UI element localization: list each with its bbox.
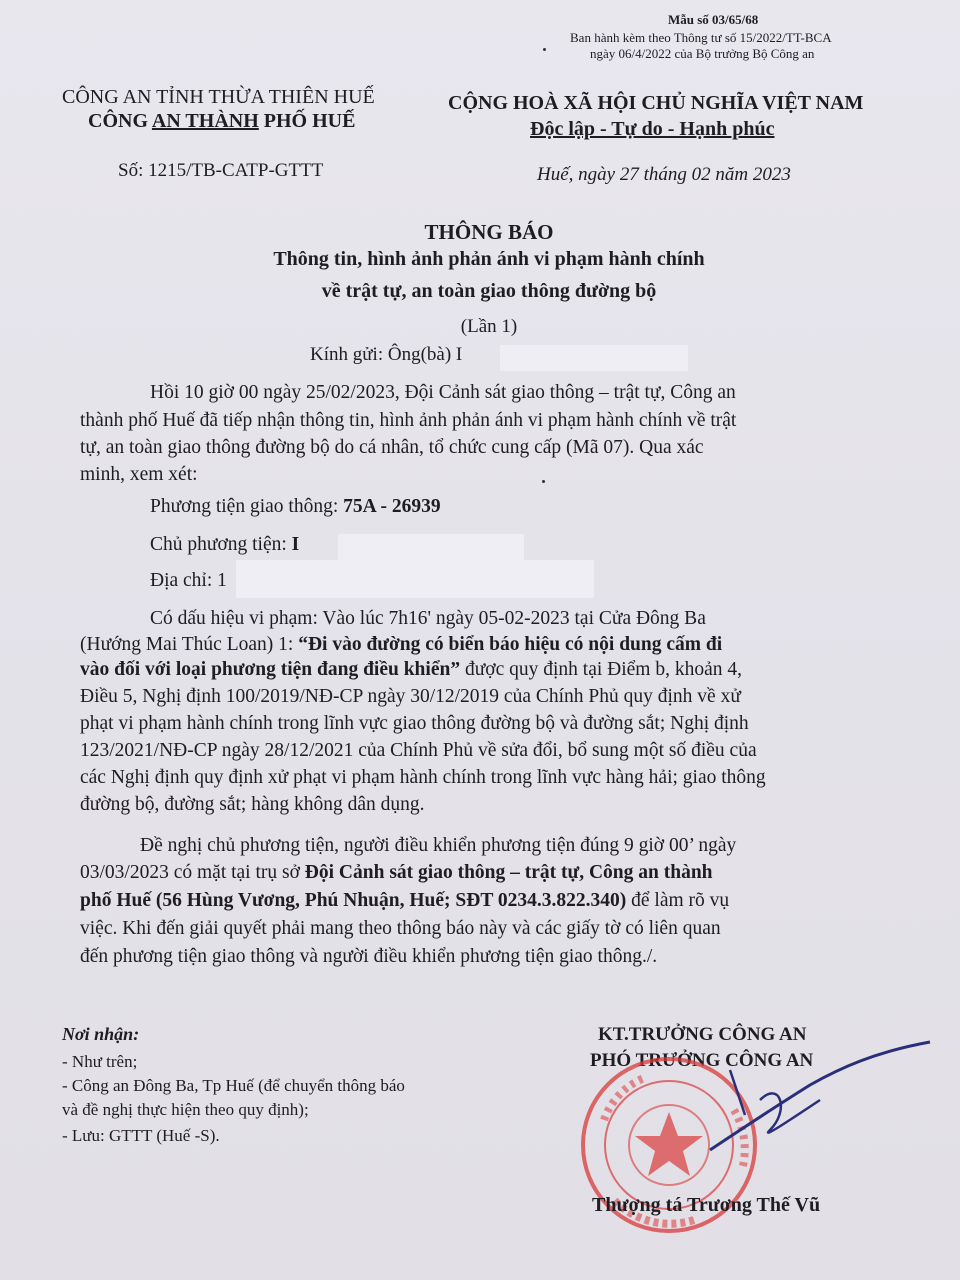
signer-name: Thượng tá Trương Thế Vũ — [592, 1194, 821, 1216]
org-part-3: PHỐ HUẾ — [258, 110, 356, 132]
violation-quote-1: “Đi vào đường có biển báo hiệu có nội dung cấm đi — [298, 634, 723, 655]
handwritten-signature — [700, 1040, 940, 1170]
para2-line5: phạt vi phạm hành chính trong lĩnh vực giao thông đường bộ và đường sắt; Nghị định — [80, 713, 749, 734]
place-date: Huế, ngày 27 tháng 02 năm 2023 — [537, 164, 791, 185]
document-subtitle-line2: về trật tự, an toàn giao thông đường bộ — [321, 280, 657, 302]
recipient-item: - Như trên; — [62, 1052, 138, 1071]
para2-line2 — [80, 634, 722, 656]
mark-dot — [542, 480, 545, 483]
recipient-item-cont: và đề nghị thực hiện theo quy định); — [62, 1100, 309, 1119]
national-title: CỘNG HOÀ XÃ HỘI CHỦ NGHĨA VIỆT NAM — [448, 92, 864, 114]
owner-label: Chủ phương tiện: — [150, 534, 292, 555]
recipient-item: - Lưu: GTTT (Huế -S). — [62, 1126, 220, 1145]
para2-line2-a: (Hướng Mai Thúc Loan) 1: — [80, 634, 299, 655]
para3-line5: đến phương tiện giao thông và người điều khiển phương tiện giao thông./. — [80, 946, 658, 967]
signature-authority: KT.TRƯỞNG CÔNG AN — [598, 1024, 807, 1045]
violation-quote-2: vào đối với loại phương tiện đang điều khiển” — [80, 659, 461, 680]
address-label: Địa chỉ: — [150, 570, 218, 591]
owner-line — [150, 534, 299, 556]
signature-title: PHÓ TRƯỞNG CÔNG AN — [590, 1050, 814, 1071]
address-line — [150, 570, 227, 592]
para3-line2 — [80, 862, 713, 884]
recipient-salutation: Kính gửi: Ông(bà) I — [310, 344, 463, 365]
issuing-organization — [88, 110, 355, 133]
office-address: phố Huế (56 Hùng Vương, Phú Nhuận, Huế; SĐT 0234.3.822.340) — [80, 890, 627, 911]
redacted-address — [236, 560, 594, 598]
para2-line6: 123/2021/NĐ-CP ngày 28/12/2021 của Chính Phủ về sửa đổi, bổ sung một số điều của — [80, 740, 757, 761]
para1-line1: Hồi 10 giờ 00 ngày 25/02/2023, Đội Cảnh sát giao thông – trật tự, Công an — [150, 382, 736, 403]
national-motto: Độc lập - Tự do - Hạnh phúc — [530, 118, 775, 140]
form-issuance-date-line: ngày 06/4/2022 của Bộ trưởng Bộ Công an — [590, 46, 815, 61]
vehicle-line — [150, 496, 441, 518]
org-part-1: CÔNG — [88, 110, 152, 132]
para1-line3: tự, an toàn giao thông đường bộ do cá nhân, tổ chức cung cấp (Mã 07). Qua xác — [80, 437, 704, 458]
vehicle-label: Phương tiện giao thông: — [150, 496, 344, 517]
para3-line1: Đề nghị chủ phương tiện, người điều khiển phương tiện đúng 9 giờ 00’ ngày — [140, 835, 737, 856]
notice-round: (Lần 1) — [460, 316, 518, 337]
para2-line7: các Nghị định quy định xử phạt vi phạm hành chính trong lĩnh vực hàng hải; giao thông — [80, 767, 766, 788]
para1-line2: thành phố Huế đã tiếp nhận thông tin, hình ảnh phản ánh vi phạm hành chính về trật — [80, 410, 737, 431]
form-issuance-line: Ban hành kèm theo Thông tư số 15/2022/TT-BCA — [570, 30, 832, 45]
para2-line8: đường bộ, đường sắt; hàng không dân dụng. — [80, 794, 425, 815]
para2-line4: Điều 5, Nghị định 100/2019/NĐ-CP ngày 30/12/2019 của Chính Phủ quy định về xử — [80, 686, 741, 707]
owner-value: I — [291, 534, 300, 555]
org-part-2: AN THÀNH — [151, 110, 259, 132]
form-code: Mẫu số 03/65/68 — [668, 12, 759, 27]
vehicle-plate: 75A - 26939 — [343, 496, 441, 517]
document-number: Số: 1215/TB-CATP-GTTT — [118, 160, 324, 181]
para2-line3-b: được quy định tại Điểm b, khoản 4, — [460, 659, 742, 680]
office-name: Đội Cảnh sát giao thông – trật tự, Công an thành — [304, 862, 713, 883]
recipients-heading: Nơi nhận: — [62, 1024, 140, 1044]
para3-line2-a: 03/03/2023 có mặt tại trụ sở — [80, 862, 305, 883]
parent-organization: CÔNG AN TỈNH THỪA THIÊN HUẾ — [62, 86, 375, 108]
redacted-name — [500, 345, 688, 371]
para3-line4: việc. Khi đến giải quyết phải mang theo thông báo này và các giấy tờ có liên quan — [80, 918, 721, 939]
para2-line3 — [80, 659, 742, 681]
para1-line4: minh, xem xét: — [80, 464, 198, 485]
document-subtitle-line1: Thông tin, hình ảnh phản ánh vi phạm hành chính — [273, 248, 705, 270]
mark-dot — [543, 48, 546, 51]
para3-line3 — [80, 890, 729, 912]
address-value: 1 — [217, 570, 227, 591]
para3-line3-b: để làm rõ vụ — [626, 890, 730, 911]
recipient-item: - Công an Đông Ba, Tp Huế (để chuyển thông báo — [62, 1076, 405, 1095]
document-title: THÔNG BÁO — [424, 220, 554, 244]
para2-line1: Có dấu hiệu vi phạm: Vào lúc 7h16' ngày 05-02-2023 tại Cửa Đông Ba — [150, 608, 706, 629]
